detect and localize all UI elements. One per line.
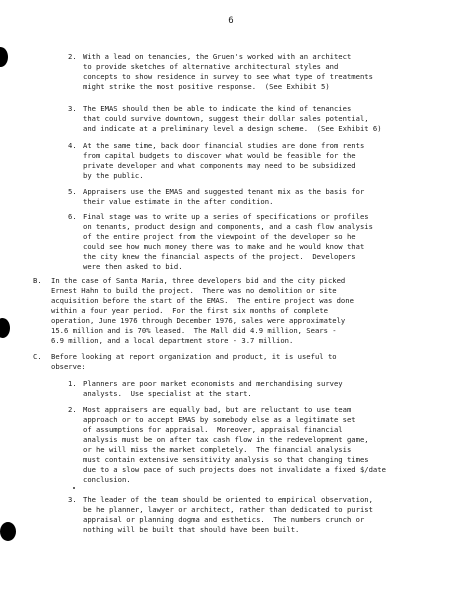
- punch-hole-middle: [0, 318, 10, 338]
- punch-hole-top: [0, 47, 8, 67]
- item-line: were then asked to bid.: [83, 262, 183, 271]
- list-item: [68, 495, 373, 535]
- list-item: [68, 104, 382, 134]
- item-line: the city knew the financial aspects of the project. Developers: [83, 252, 356, 261]
- section-line: operation, June 1976 through December 1976, sales were approximately: [51, 316, 346, 325]
- item-line: on tenants, product design and components, and a cash flow analysis: [83, 222, 373, 231]
- item-line: due to a slow pace of such projects does not invalidate a fixed $/date: [83, 465, 386, 474]
- list-item: [68, 141, 364, 181]
- section-marker: C.: [33, 352, 42, 361]
- item-line: The leader of the team should be oriented to empirical observation,: [83, 495, 373, 504]
- item-line: of the entire project from the viewpoint of the developer so he: [83, 232, 356, 241]
- section-line: Before looking at report organization and product, it is useful to: [51, 352, 337, 361]
- item-line: and indicate at a preliminary level a design scheme. (See Exhibit 6): [83, 124, 382, 133]
- item-line: analysis must be on after tax cash flow in the redevelopment game,: [83, 435, 369, 444]
- section-line: 6.9 million, and a local department store - 3.7 million.: [51, 336, 294, 345]
- item-line: analysts. Use specialist at the start.: [83, 389, 252, 398]
- item-line: their value estimate in the after condition.: [83, 197, 274, 206]
- item-line: that could survive downtown, suggest their dollar sales potential,: [83, 114, 369, 123]
- section-line: acquisition before the start of the EMAS. The entire project was done: [51, 296, 354, 305]
- section-line: observe:: [51, 362, 86, 371]
- item-line: concepts to show residence in survey to see what type of treatments: [83, 72, 373, 81]
- item-marker: 2.: [68, 52, 77, 61]
- section-c: [33, 352, 337, 372]
- punch-hole-bottom: [0, 522, 16, 541]
- item-line: must contain extensive sensitivity analysis so that changing times: [83, 455, 369, 464]
- item-marker: 4.: [68, 141, 77, 150]
- list-item: [68, 52, 373, 92]
- item-line: by the public.: [83, 171, 144, 180]
- page-number: 6: [228, 16, 234, 26]
- scan-speck: [73, 487, 75, 489]
- list-item: [68, 212, 373, 272]
- item-line: might strike the most positive response. (See Exhibit 5): [83, 82, 330, 91]
- item-line: With a lead on tenancies, the Gruen's worked with an architect: [83, 52, 352, 61]
- item-line: Appraisers use the EMAS and suggested tenant mix as the basis for: [83, 187, 365, 196]
- item-line: Most appraisers are equally bad, but are reluctant to use team: [83, 405, 352, 414]
- item-line: private developer and what components may need to be subsidized: [83, 161, 356, 170]
- item-line: At the same time, back door financial studies are done from rents: [83, 141, 365, 150]
- section-line: within a four year period. For the first six months of complete: [51, 306, 328, 315]
- section-b: [33, 276, 354, 346]
- item-line: The EMAS should then be able to indicate the kind of tenancies: [83, 104, 352, 113]
- section-line: Ernest Hahn to build the project. There was no demolition or site: [51, 286, 337, 295]
- item-line: from capital budgets to discover what would be feasible for the: [83, 151, 356, 160]
- item-line: or he will miss the market completely. The financial analysis: [83, 445, 352, 454]
- item-line: to provide sketches of alternative architectural styles and: [83, 62, 339, 71]
- section-marker: B.: [33, 276, 42, 285]
- item-line: conclusion.: [83, 475, 131, 484]
- item-marker: 3.: [68, 495, 77, 504]
- item-line: could see how much money there was to make and he would know that: [83, 242, 365, 251]
- list-item: [68, 187, 364, 207]
- list-item: [68, 405, 386, 485]
- item-marker: 2.: [68, 405, 77, 414]
- item-marker: 6.: [68, 212, 77, 221]
- item-line: appraisal or planning dogma and esthetics. The numbers crunch or: [83, 515, 365, 524]
- item-line: Final stage was to write up a series of specifications or profiles: [83, 212, 369, 221]
- item-marker: 5.: [68, 187, 77, 196]
- item-line: of assumptions for appraisal. Moreover, appraisal financial: [83, 425, 343, 434]
- item-line: be he planner, lawyer or architect, rather than dedicated to purist: [83, 505, 373, 514]
- section-line: 15.6 million and is 70% leased. The Mall did 4.9 million, Sears -: [51, 326, 337, 335]
- item-line: nothing will be built that should have been built.: [83, 525, 300, 534]
- item-line: approach or to accept EMAS by somebody else as a legitimate set: [83, 415, 356, 424]
- item-line: Planners are poor market economists and merchandising survey: [83, 379, 343, 388]
- item-marker: 3.: [68, 104, 77, 113]
- item-marker: 1.: [68, 379, 77, 388]
- section-line: In the case of Santa Maria, three developers bid and the city picked: [51, 276, 346, 285]
- list-item: [68, 379, 343, 399]
